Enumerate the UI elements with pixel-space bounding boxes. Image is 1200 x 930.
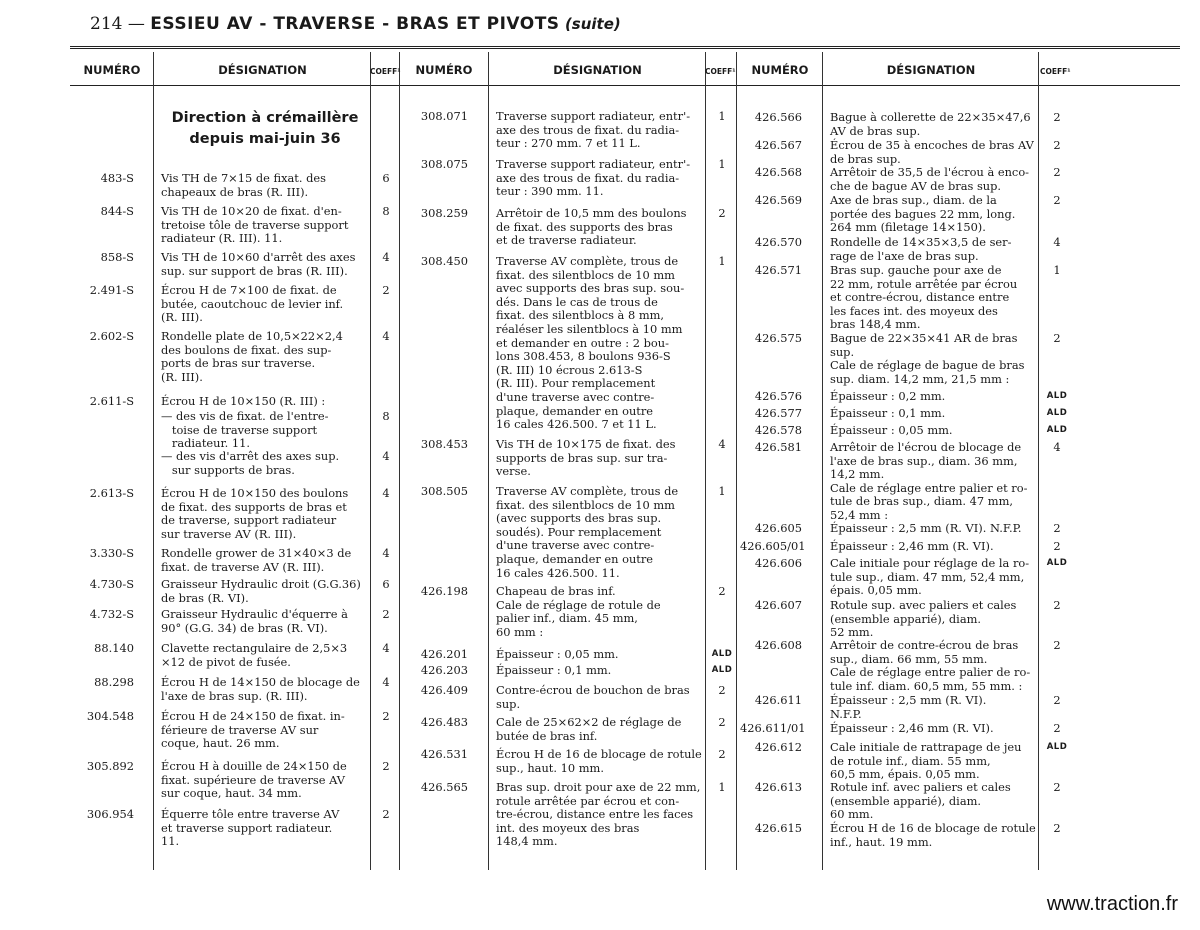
col3-coeff-header: COEFF¹ (1040, 67, 1071, 76)
part-number: 426.606 (754, 556, 802, 570)
part-number: 2.491-S (89, 283, 134, 297)
part-designation: Vis TH de 10×20 de fixat. d'en- tretoise tôle de traverse support radiateur (R. III). 11. (161, 204, 349, 246)
part-coefficient: 2 (1053, 780, 1061, 794)
part-coefficient: 2 (1053, 598, 1061, 612)
part-number: 426.567 (754, 138, 802, 152)
column-rule (705, 52, 706, 870)
part-number: 426.577 (754, 406, 802, 420)
part-designation: Arrêtoir de contre-écrou de bras sup., diam. 66 mm, 55 mm. Cale de réglage entre palier de ro- tule inf. diam. 60,5 mm, 55 mm. : (830, 638, 1031, 693)
part-coefficient: 8 (382, 409, 390, 423)
section-title: Direction à crémaillère depuis mai-juin 36 (171, 110, 359, 147)
part-designation: Écrou H de 7×100 de fixat. de butée, caoutchouc de levier inf. (R. III). (161, 283, 344, 325)
part-coefficient: 6 (382, 577, 390, 591)
part-coefficient: 2 (1053, 331, 1061, 345)
part-designation: Cale initiale pour réglage de la ro- tule sup., diam. 47 mm, 52,4 mm, épais. 0,05 mm. (830, 556, 1030, 598)
part-number: 426.409 (420, 683, 468, 697)
part-coefficient: 6 (382, 171, 390, 185)
part-number: 306.954 (86, 807, 134, 821)
part-coefficient: 2 (1053, 110, 1061, 124)
part-designation: Axe de bras sup., diam. de la portée des bagues 22 mm, long. 264 mm (filetage 14×150). (830, 193, 1016, 235)
part-designation: Chapeau de bras inf. Cale de réglage de rotule de palier inf., diam. 45 mm, 60 mm : (496, 584, 661, 639)
col3-numero-header: NUMÉRO (751, 63, 809, 77)
part-number: 426.568 (754, 165, 802, 179)
part-coefficient: 2 (382, 283, 390, 297)
part-coefficient: 2 (1053, 693, 1061, 707)
col3-designation-header: DÉSIGNATION (886, 63, 976, 77)
part-number: 426.531 (420, 747, 468, 761)
part-coefficient: 2 (718, 747, 726, 761)
part-coefficient: 1 (718, 157, 726, 171)
column-rule (1038, 52, 1039, 870)
part-coefficient: 2 (718, 584, 726, 598)
part-designation: Épaisseur : 2,5 mm (R. VI). N.F.P. (830, 521, 1022, 535)
part-coefficient: 2 (382, 709, 390, 723)
part-number: 426.570 (754, 235, 802, 249)
part-number: 426.483 (420, 715, 468, 729)
part-coefficient: 2 (718, 683, 726, 697)
part-number: 308.259 (420, 206, 468, 220)
part-coefficient: ALD (711, 665, 733, 675)
part-coefficient: 1 (718, 484, 726, 498)
part-number: 2.613-S (89, 486, 134, 500)
part-number: 426.608 (754, 638, 802, 652)
page-header (90, 14, 621, 34)
part-coefficient: ALD (1046, 391, 1068, 401)
part-coefficient: 2 (382, 607, 390, 621)
part-coefficient: 4 (382, 449, 390, 463)
part-designation: Épaisseur : 0,1 mm. (496, 663, 612, 677)
part-number: 426.613 (754, 780, 802, 794)
part-number: 426.198 (420, 584, 468, 598)
part-designation: Écrou H de 10×150 des boulons de fixat. des supports de bras et de traverse, support radiateur sur traverse AV (R. III). (161, 486, 349, 541)
part-designation: Cale de 25×62×2 de réglage de butée de bras inf. (496, 715, 682, 743)
part-number: 308.075 (420, 157, 468, 171)
part-number: 308.450 (420, 254, 468, 268)
part-number: 426.203 (420, 663, 468, 677)
part-number: 426.569 (754, 193, 802, 207)
part-coefficient: 2 (1053, 138, 1061, 152)
part-designation: Traverse support radiateur, entr'- axe des trous de fixat. du radia- teur : 390 mm. 11. (496, 157, 691, 199)
part-designation: Écrou H de 16 de blocage de rotule inf., haut. 19 mm. (830, 821, 1036, 849)
column-rule (822, 52, 823, 870)
part-coefficient: 2 (1053, 521, 1061, 535)
part-designation: Épaisseur : 0,05 mm. (830, 423, 953, 437)
part-coefficient: 4 (382, 641, 390, 655)
col2-numero-header: NUMÉRO (415, 63, 473, 77)
part-number: 3.330-S (89, 546, 134, 560)
column-rule (736, 52, 737, 870)
part-number: 304.548 (86, 709, 134, 723)
part-designation: Cale initiale de rattrapage de jeu de rotule inf., diam. 55 mm, 60,5 mm, épais. 0,05 mm. (830, 740, 1022, 782)
part-designation: Bras sup. droit pour axe de 22 mm, rotule arrêtée par écrou et con- tre-écrou, distance entre les faces int. des moyeux des bras 148,4 mm. (496, 780, 701, 849)
part-number: 88.140 (94, 641, 134, 655)
part-number: 4.732-S (89, 607, 134, 621)
part-designation: Vis TH de 10×175 de fixat. des supports de bras sup. sur tra- verse. (496, 437, 676, 479)
part-number: 305.892 (86, 759, 134, 773)
part-coefficient: 4 (382, 546, 390, 560)
part-designation: Épaisseur : 0,2 mm. (830, 389, 946, 403)
part-number: 308.453 (420, 437, 468, 451)
part-number: 426.611/01 (740, 721, 806, 735)
part-number: 426.605 (754, 521, 802, 535)
part-number: 426.578 (754, 423, 802, 437)
part-designation: Graisseur Hydraulic droit (G.G.36) de bras (R. VI). (161, 577, 361, 605)
part-number: 426.566 (754, 110, 802, 124)
col2-coeff-header: COEFF¹ (705, 67, 736, 76)
part-coefficient: 1 (718, 780, 726, 794)
part-number: 426.575 (754, 331, 802, 345)
part-coefficient: 1 (1053, 263, 1061, 277)
part-designation: Écrou H à douille de 24×150 de fixat. supérieure de traverse AV sur coque, haut. 34 mm. (161, 759, 347, 801)
header-top-rule-2 (70, 48, 1180, 49)
part-number: 483-S (100, 171, 134, 185)
part-designation: Écrou H de 10×150 (R. III) : (161, 394, 326, 408)
part-designation: Rondelle plate de 10,5×22×2,4 des boulons de fixat. des sup- ports de bras sur traverse. (R. III). (161, 329, 343, 384)
part-number: 844-S (100, 204, 134, 218)
part-designation: Traverse AV complète, trous de fixat. des silentblocs de 10 mm avec supports des bras sup. sou- dés. Dans le cas de trous de fixat. des silentblocs à 8 mm, réaléser les silentblocs à 10 mm et demander en outre : 2 bou- lons 308.453, 8 boulons 936-S (R. III) 10 écrous 2.613-S (R. III). Pour remplacement d'une traverse avec contre- plaque, demander en outre 16 cales 426.500. 7 et 11 L. (496, 254, 685, 432)
part-coefficient: 4 (1053, 440, 1061, 454)
part-designation: Rondelle de 14×35×3,5 de ser- rage de l'axe de bras sup. (830, 235, 1012, 263)
part-designation: — des vis de fixat. de l'entre- toise de traverse support radiateur. 11. (161, 409, 329, 451)
part-coefficient: 8 (382, 204, 390, 218)
part-number: 2.602-S (89, 329, 134, 343)
part-number: 426.201 (420, 647, 468, 661)
part-designation: Bague de 22×35×41 AR de bras sup. Cale de réglage de bague de bras sup. diam. 14,2 mm, 21,5 mm : (830, 331, 1025, 386)
part-designation: Rotule inf. avec paliers et cales (ensemble apparié), diam. 60 mm. (830, 780, 1011, 822)
part-number: 426.615 (754, 821, 802, 835)
part-designation: Traverse AV complète, trous de fixat. des silentblocs de 10 mm (avec supports des bras sup. soudés). Pour remplacement d'une traverse avec contre- plaque, demander en outre 16 cales 426.500. 11. (496, 484, 679, 580)
part-number: 2.611-S (89, 394, 134, 408)
part-number: 308.505 (420, 484, 468, 498)
part-designation: Rotule sup. avec paliers et cales (ensemble apparié), diam. 52 mm. (830, 598, 1017, 640)
part-designation: Arrêtoir de 35,5 de l'écrou à enco- che de bague AV de bras sup. (830, 165, 1030, 193)
part-designation: Écrou H de 24×150 de fixat. in- férieure de traverse AV sur coque, haut. 26 mm. (161, 709, 345, 751)
part-coefficient: 4 (1053, 235, 1061, 249)
part-coefficient: 4 (382, 329, 390, 343)
part-designation: Vis TH de 10×60 d'arrêt des axes sup. sur support de bras (R. III). (161, 250, 356, 278)
part-coefficient: 1 (718, 109, 726, 123)
part-coefficient: 2 (1053, 721, 1061, 735)
part-coefficient: ALD (1046, 742, 1068, 752)
part-designation: Vis TH de 7×15 de fixat. des chapeaux de bras (R. III). (161, 171, 327, 199)
part-coefficient: 2 (1053, 638, 1061, 652)
part-designation: Arrêtoir de l'écrou de blocage de l'axe de bras sup., diam. 36 mm, 14,2 mm. Cale de réglage entre palier et ro- tule de bras sup., diam. 47 mm, 52,4 mm : (830, 440, 1028, 522)
col1-coeff-header: COEFF¹ (370, 67, 401, 76)
part-coefficient: 4 (382, 675, 390, 689)
part-coefficient: 4 (382, 486, 390, 500)
part-number: 426.612 (754, 740, 802, 754)
part-number: 308.071 (420, 109, 468, 123)
part-coefficient: ALD (1046, 558, 1068, 568)
part-coefficient: ALD (1046, 425, 1068, 435)
part-coefficient: ALD (711, 649, 733, 659)
part-designation: Épaisseur : 0,1 mm. (830, 406, 946, 420)
part-designation: Contre-écrou de bouchon de bras sup. (496, 683, 690, 711)
part-number: 426.565 (420, 780, 468, 794)
part-designation: Équerre tôle entre traverse AV et traverse support radiateur. 11. (161, 807, 340, 849)
header-top-rule (70, 46, 1180, 47)
col2-designation-header: DÉSIGNATION (553, 63, 642, 77)
part-coefficient: 2 (718, 715, 726, 729)
part-designation: Traverse support radiateur, entr'- axe des trous de fixat. du radia- teur : 270 mm. 7 et 11 L. (496, 109, 691, 151)
part-coefficient: 2 (382, 807, 390, 821)
part-designation: Épaisseur : 0,05 mm. (496, 647, 619, 661)
part-coefficient: 1 (718, 254, 726, 268)
column-rule (488, 52, 489, 870)
part-designation: — des vis d'arrêt des axes sup. sur supports de bras. (161, 449, 340, 477)
part-number: 426.581 (754, 440, 802, 454)
page-number: 214 — (90, 14, 145, 34)
part-designation: Écrou H de 16 de blocage de rotule sup., haut. 10 mm. (496, 747, 702, 775)
header-bottom-rule (70, 85, 1180, 86)
page-title-suite: (suite) (564, 15, 621, 33)
part-coefficient: 2 (1053, 193, 1061, 207)
part-number: 426.571 (754, 263, 802, 277)
col1-numero-header: NUMÉRO (83, 63, 141, 77)
part-coefficient: 2 (718, 206, 726, 220)
part-coefficient: ALD (1046, 408, 1068, 418)
part-coefficient: 4 (718, 437, 726, 451)
part-coefficient: 2 (1053, 165, 1061, 179)
part-number: 88.298 (94, 675, 134, 689)
watermark: www.traction.fr (1046, 893, 1178, 915)
part-coefficient: 4 (382, 250, 390, 264)
column-rule (370, 52, 371, 870)
column-rule (153, 52, 154, 870)
page-title: ESSIEU AV - TRAVERSE - BRAS ET PIVOTS (150, 14, 560, 34)
part-designation: Bras sup. gauche pour axe de 22 mm, rotule arrêtée par écrou et contre-écrou, distance entre les faces int. des moyeux des bras 148,4 mm. (830, 263, 1018, 332)
part-designation: Clavette rectangulaire de 2,5×3 ×12 de pivot de fusée. (161, 641, 348, 669)
part-coefficient: 2 (1053, 539, 1061, 553)
part-designation: Rondelle grower de 31×40×3 de fixat. de traverse AV (R. III). (161, 546, 352, 574)
part-coefficient: 2 (382, 759, 390, 773)
part-number: 4.730-S (89, 577, 134, 591)
part-number: 858-S (100, 250, 134, 264)
part-coefficient: 2 (1053, 821, 1061, 835)
part-designation: Bague à collerette de 22×35×47,6 AV de bras sup. (830, 110, 1031, 138)
part-designation: Épaisseur : 2,5 mm (R. VI). N.F.P. (830, 693, 987, 721)
part-designation: Épaisseur : 2,46 mm (R. VI). (830, 539, 994, 553)
part-designation: Graisseur Hydraulic d'équerre à 90° (G.G. 34) de bras (R. VI). (161, 607, 348, 635)
part-number: 426.607 (754, 598, 802, 612)
part-designation: Écrou H de 14×150 de blocage de l'axe de bras sup. (R. III). (161, 675, 360, 703)
part-designation: Arrêtoir de 10,5 mm des boulons de fixat. des supports des bras et de traverse radiateur. (496, 206, 687, 248)
part-designation: Épaisseur : 2,46 mm (R. VI). (830, 721, 994, 735)
part-number: 426.611 (754, 693, 802, 707)
col1-designation-header: DÉSIGNATION (218, 63, 307, 77)
part-number: 426.576 (754, 389, 802, 403)
part-number: 426.605/01 (740, 539, 806, 553)
part-designation: Écrou de 35 à encoches de bras AV de bras sup. (830, 138, 1034, 166)
